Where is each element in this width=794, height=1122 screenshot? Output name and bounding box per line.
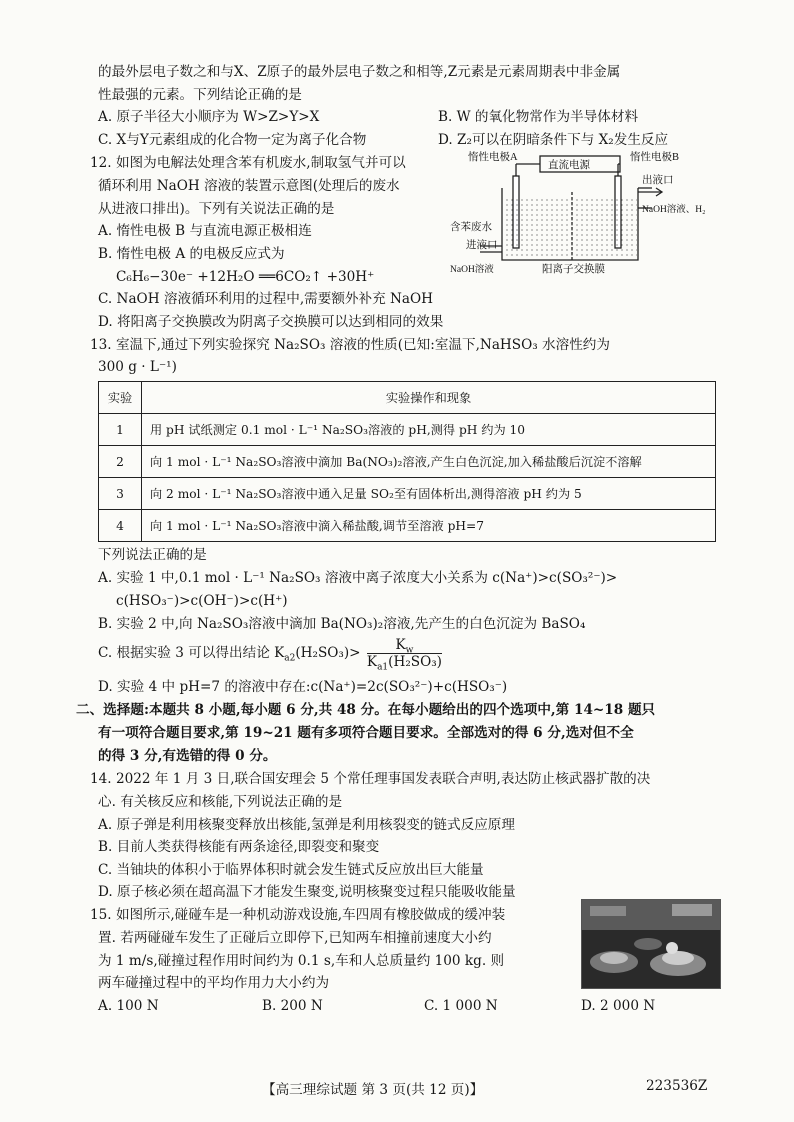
q12-stem-line1: 12. 如图为电解法处理含苯有机废水,制取氢气并可以 <box>90 155 406 171</box>
solution-dots <box>503 196 637 259</box>
table-row <box>99 478 716 510</box>
table-header-row <box>99 382 716 414</box>
q12-option-b: B. 惰性电极 A 的电极反应式为 <box>98 246 285 262</box>
label-electrode-b: 惰性电极B <box>630 152 680 163</box>
q14-option-a: A. 原子弹是利用核聚变释放出核能,氢弹是利用核裂变的链式反应原理 <box>98 817 515 833</box>
q13-option-c <box>98 636 444 673</box>
q13-option-a-line2: c(HSO₃⁻)>c(OH⁻)>c(H⁺) <box>116 593 288 609</box>
section2-instructions-line1: 二、选择题:本题共 8 小题,每小题 6 分,共 48 分。在每小题给出的四个选项中,第 14~18 题只 <box>76 702 656 718</box>
q11-option-c: C. X与Y元素组成的化合物一定为离子化合物 <box>98 132 367 148</box>
table-cell: 1 <box>99 414 142 446</box>
label-naoh: NaOH溶液 <box>450 265 494 275</box>
label-inlet: 进液口 <box>466 240 498 251</box>
q15-stem-line3: 为 1 m/s,碰撞过程作用时间约为 0.1 s,车和人总质量约 100 kg. 则 <box>98 953 505 969</box>
electrolysis-diagram <box>430 148 742 276</box>
q12-stem-line3: 从进液口排出)。下列有关说法正确的是 <box>98 201 335 217</box>
table-row <box>99 414 716 446</box>
q13-stem-line2: 300 g · L⁻¹) <box>98 359 177 375</box>
q13-prompt: 下列说法正确的是 <box>98 547 207 563</box>
table-row <box>99 446 716 478</box>
q14-option-d: D. 原子核必须在超高温下才能发生聚变,说明核聚变过程只能吸收能量 <box>98 884 516 900</box>
table-cell: 3 <box>99 478 142 510</box>
fraction-denominator: K <box>366 654 378 670</box>
q15-stem-line4: 两车碰撞过程中的平均作用力大小约为 <box>98 975 330 991</box>
q14-option-c: C. 当铀块的体积小于临界体积时就会发生链式反应放出巨大能量 <box>98 862 484 878</box>
label-waste-water: 含苯废水 <box>450 222 492 233</box>
q11-option-a: A. 原子半径大小顺序为 W>Z>Y>X <box>98 109 320 125</box>
label-outlet: 出液口 <box>642 175 674 186</box>
q12-option-c: C. NaOH 溶液循环利用的过程中,需要额外补充 NaOH <box>98 291 434 307</box>
table-cell: 向 1 mol · L⁻¹ Na₂SO₃溶液中滴加 Ba(NO₃)₂溶液,产生白色沉淀,加入稀盐酸后沉淀不溶解 <box>142 446 716 478</box>
experiment-table <box>98 381 716 542</box>
q12-stem-line2: 循环利用 NaOH 溶液的装置示意图(处理后的废水 <box>98 178 400 194</box>
paper-code: 223536Z <box>646 1078 708 1094</box>
section2-instructions-line3: 的得 3 分,有选错的得 0 分。 <box>98 748 277 764</box>
label-electrode-a: 惰性电极A <box>468 152 518 163</box>
table-cell: 向 1 mol · L⁻¹ Na₂SO₃溶液中滴入稀盐酸,调节至溶液 pH=7 <box>142 510 716 542</box>
q11-option-b: B. W 的氧化物常作为半导体材料 <box>438 109 639 125</box>
q13-option-a-line1: A. 实验 1 中,0.1 mol · L⁻¹ Na₂SO₃ 溶液中离子浓度大小关系为 c(Na⁺)>c(SO₃²⁻)> <box>98 570 618 586</box>
q13-option-c-fraction <box>366 637 442 673</box>
q15-option-b: B. 200 N <box>262 998 323 1014</box>
page-footer: 【高三理综试题 第 3 页(共 12 页)】 <box>262 1082 484 1098</box>
fraction-denominator-tail: (H₂SO₃) <box>388 654 442 670</box>
table-cell: 2 <box>99 446 142 478</box>
table-cell: 向 2 mol · L⁻¹ Na₂SO₃溶液中通入足量 SO₂至有固体析出,测得溶液 pH 约为 5 <box>142 478 716 510</box>
table-header-cell: 实验操作和现象 <box>142 382 716 414</box>
q15-stem-line1: 15. 如图所示,碰碰车是一种机动游戏设施,车四周有橡胶做成的缓冲装 <box>90 907 506 923</box>
q13-option-c-mid: (H₂SO₃)> <box>295 645 361 661</box>
section2-instructions-line2: 有一项符合题目要求,第 19~21 题有多项符合题目要求。全部选对的得 6 分,选对但不全 <box>98 725 634 741</box>
q14-stem-line1: 14. 2022 年 1 月 3 日,联合国安理会 5 个常任理事国发表联合声明,表达防止核武器扩散的决 <box>90 771 651 787</box>
table-cell: 用 pH 试纸测定 0.1 mol · L⁻¹ Na₂SO₃溶液的 pH,测得 pH 约为 10 <box>142 414 716 446</box>
q13-stem-line1: 13. 室温下,通过下列实验探究 Na₂SO₃ 溶液的性质(已知:室温下,NaHSO₃ 水溶性约为 <box>90 337 610 353</box>
table-row <box>99 510 716 542</box>
q13-option-c-sub: a2 <box>284 653 296 664</box>
bumper-car-photo <box>581 899 721 989</box>
q15-stem-line2: 置. 若两碰碰车发生了正碰后立即停下,已知两车相撞前速度大小约 <box>98 930 492 946</box>
q12-option-a: A. 惰性电极 B 与直流电源正极相连 <box>98 223 312 239</box>
fraction-denominator-sub: a1 <box>377 662 389 673</box>
q11-option-d: D. Z₂可以在阴暗条件下与 X₂发生反应 <box>438 132 669 148</box>
q14-option-b: B. 目前人类获得核能有两条途径,即裂变和聚变 <box>98 839 380 855</box>
table-header-cell: 实验 <box>99 382 142 414</box>
q11-stem-line1: 的最外层电子数之和与X、Z原子的最外层电子数之和相等,Z元素是元素周期表中非金属 <box>98 64 621 80</box>
q11-stem-line2: 性最强的元素。下列结论正确的是 <box>98 87 302 103</box>
q12-option-d: D. 将阳离子交换膜改为阴离子交换膜可以达到相同的效果 <box>98 314 444 330</box>
label-product: NaOH溶液、H₂ <box>642 205 706 215</box>
table-cell: 4 <box>99 510 142 542</box>
q15-option-d: D. 2 000 N <box>581 998 656 1014</box>
label-power-supply: 直流电源 <box>548 160 590 171</box>
q12-equation: C₆H₆−30e⁻ +12H₂O ══6CO₂↑ +30H⁺ <box>116 269 375 285</box>
fraction-numerator: K <box>395 637 406 653</box>
q13-option-b: B. 实验 2 中,向 Na₂SO₃溶液中滴加 Ba(NO₃)₂溶液,先产生的白色沉淀为 BaSO₄ <box>98 616 586 632</box>
q13-option-d: D. 实验 4 中 pH=7 的溶液中存在:c(Na⁺)=2c(SO₃²⁻)+c(HSO₃⁻) <box>98 679 508 695</box>
q15-option-a: A. 100 N <box>98 998 159 1014</box>
q15-option-c: C. 1 000 N <box>424 998 498 1014</box>
fraction-numerator-sub: w <box>405 645 414 656</box>
label-membrane: 阳离子交换膜 <box>542 264 605 275</box>
q14-stem-line2: 心. 有关核反应和核能,下列说法正确的是 <box>98 794 343 810</box>
q13-option-c-text: C. 根据实验 3 可以得出结论 K <box>98 645 285 661</box>
